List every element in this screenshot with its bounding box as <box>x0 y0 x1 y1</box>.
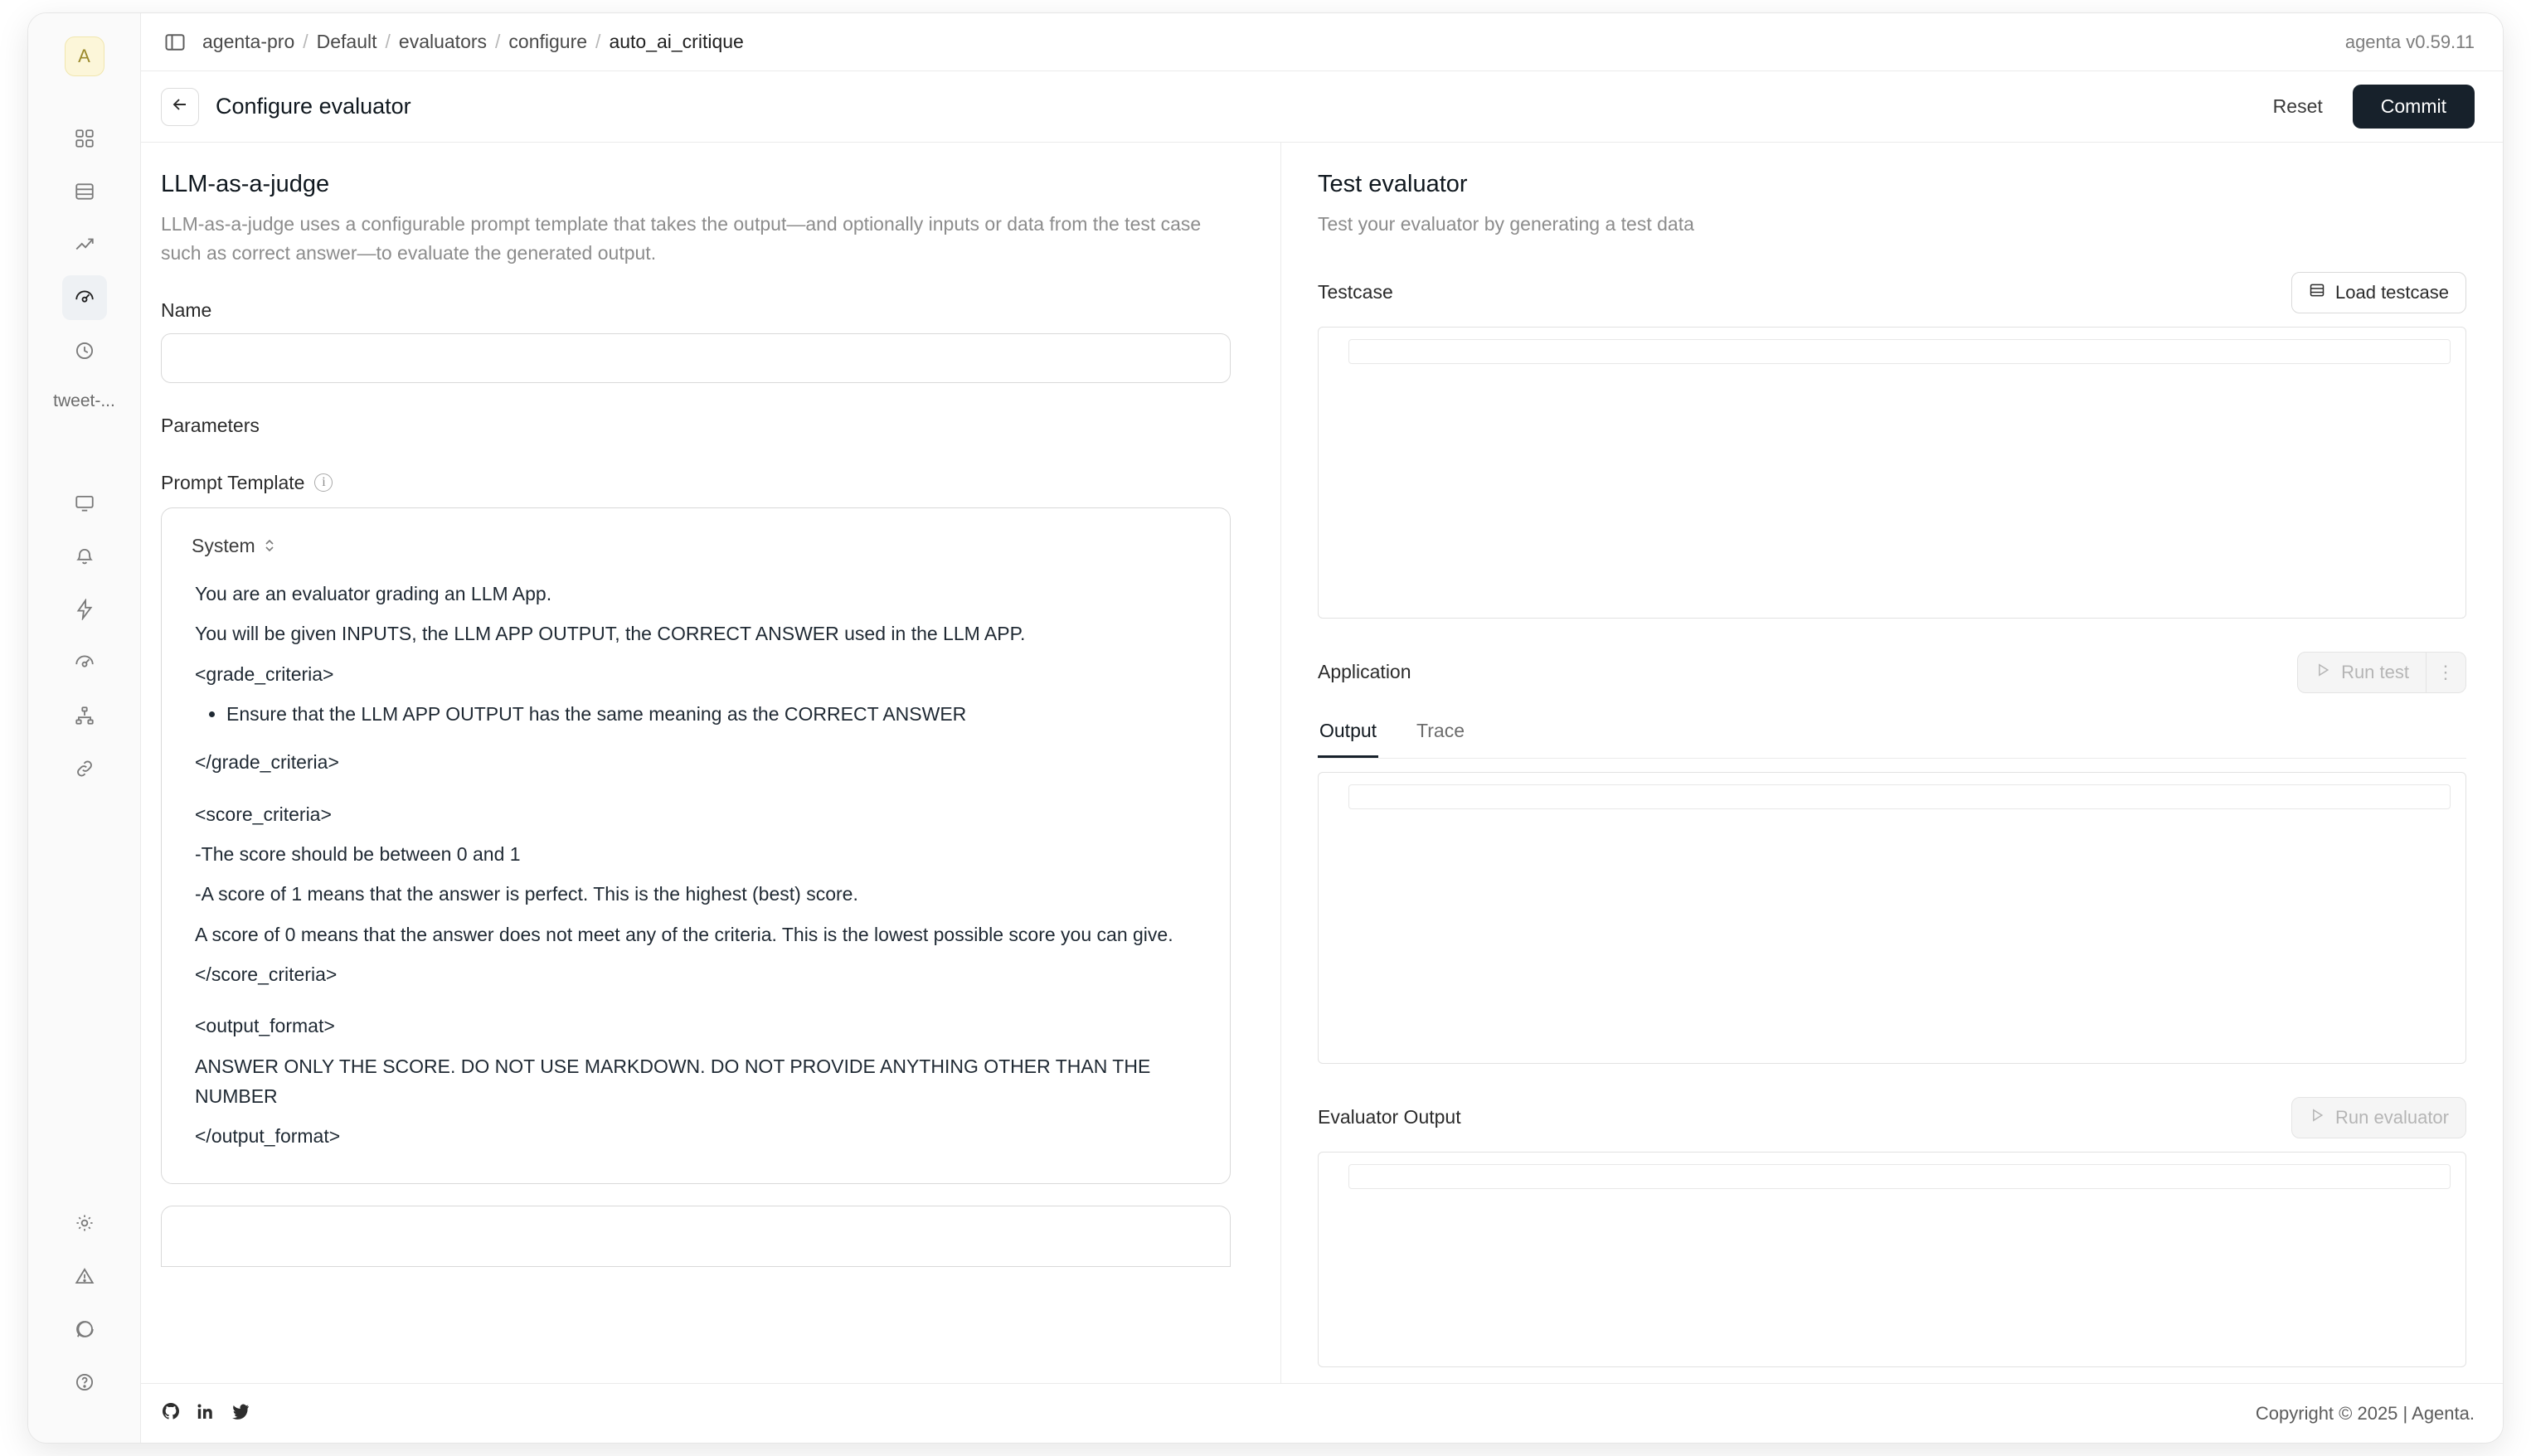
back-button[interactable] <box>161 88 199 126</box>
prompt-blank-line <box>195 788 1197 799</box>
evaluator-description: LLM-as-a-judge uses a configurable prompt template that takes the output—and optionally inputs or data from the test case such as correct answer—to evaluate the generated output. <box>161 213 1202 264</box>
more-vertical-icon[interactable]: ⋮ <box>2427 652 2466 693</box>
apps-icon <box>74 128 95 149</box>
run-test-label: Run test <box>2341 661 2409 682</box>
sidebar-item-overview[interactable] <box>62 481 107 526</box>
breadcrumb <box>202 31 744 53</box>
prompt-line: </grade_criteria> <box>195 751 339 774</box>
application-row <box>1318 652 2466 693</box>
twitter-icon[interactable] <box>231 1401 250 1425</box>
prompt-role-selector[interactable] <box>192 535 1208 557</box>
sidebar-item-history[interactable] <box>62 328 107 373</box>
prompt-line: </output_format> <box>195 1125 341 1148</box>
run-evaluator-button[interactable] <box>2291 1097 2466 1138</box>
sidebar-item-settings[interactable] <box>62 1201 107 1245</box>
prompt-template-editor[interactable] <box>161 507 1231 1184</box>
link-icon <box>74 758 95 779</box>
chevron-updown-icon <box>264 537 275 554</box>
breadcrumb-separator: / <box>595 31 601 52</box>
sidebar-item-apps[interactable] <box>62 116 107 161</box>
evaluators-icon <box>74 287 95 308</box>
copyright-text: Copyright © 2025 | Agenta. <box>2255 1402 2475 1424</box>
evaluator-output-editor[interactable] <box>1318 1152 2466 1367</box>
prompt-line: -The score should be between 0 and 1 <box>195 842 521 865</box>
app-window <box>28 13 2503 1443</box>
sidebar-item-variants[interactable] <box>62 693 107 738</box>
evaluator-output-label: Evaluator Output <box>1318 1106 1461 1128</box>
testcase-editor[interactable] <box>1318 327 2466 619</box>
prompt-template-label: Prompt Template <box>161 471 305 493</box>
evaluator-config-pane <box>141 143 1281 1383</box>
prompt-line: You are an evaluator grading an LLM App. <box>195 582 552 604</box>
clock-icon <box>74 340 95 362</box>
topbar <box>141 13 2503 71</box>
output-editor[interactable] <box>1318 772 2466 1064</box>
load-testcase-label: Load testcase <box>2335 281 2449 303</box>
github-icon[interactable] <box>161 1401 181 1425</box>
bell-icon <box>74 546 95 567</box>
sidebar-item-testsets[interactable] <box>62 169 107 214</box>
prompt-line: ANSWER ONLY THE SCORE. DO NOT USE MARKDOWN. DO NOT PROVIDE ANYTHING OTHER THAN THE NUMBER <box>195 1055 1151 1107</box>
prompt-line: <grade_criteria> <box>195 662 334 685</box>
prompt-blank-line <box>195 999 1197 1011</box>
header-actions <box>2261 85 2475 129</box>
sidebar-item-observability[interactable] <box>62 640 107 685</box>
prompt-role-label: System <box>192 534 255 556</box>
testcase-label: Testcase <box>1318 281 1393 303</box>
breadcrumb-separator: / <box>385 31 391 52</box>
arrow-left-icon <box>170 95 190 119</box>
application-label: Application <box>1318 661 1411 683</box>
prompt-line: </score_criteria> <box>195 963 338 985</box>
help-icon <box>74 1371 95 1393</box>
page-title: Configure evaluator <box>216 94 411 119</box>
test-evaluator-heading: Test evaluator <box>1318 171 1468 197</box>
sidebar-nav <box>62 116 107 381</box>
name-field-label: Name <box>161 298 212 321</box>
panel-left-icon[interactable] <box>161 28 189 56</box>
breadcrumb-separator: / <box>495 31 501 52</box>
chat-icon <box>74 1318 95 1340</box>
commit-button[interactable]: Commit <box>2353 85 2475 129</box>
run-evaluator-label: Run evaluator <box>2335 1106 2449 1128</box>
database-icon <box>74 181 95 202</box>
monitor-icon <box>74 493 95 514</box>
content-split <box>141 143 2503 1383</box>
sidebar-item-playground[interactable] <box>62 587 107 632</box>
evaluator-output-editor-line[interactable] <box>1348 1164 2451 1189</box>
breadcrumb-item-3[interactable]: configure <box>508 31 588 52</box>
social-links <box>161 1401 250 1425</box>
evaluator-name-heading: LLM-as-a-judge <box>161 171 330 197</box>
run-test-button-group <box>2297 652 2466 693</box>
breadcrumb-item-4: auto_ai_critique <box>609 31 744 52</box>
sidebar-item-help[interactable] <box>62 1360 107 1405</box>
reset-button[interactable]: Reset <box>2261 87 2334 126</box>
sidebar-nav-lower <box>62 481 107 799</box>
warning-icon <box>74 1265 95 1287</box>
tab-output[interactable]: Output <box>1318 715 1378 758</box>
prompt-line: You will be given INPUTS, the LLM APP OUTPUT, the CORRECT ANSWER used in the LLM APP. <box>195 623 1026 645</box>
main-area <box>141 13 2503 1443</box>
test-evaluator-description: Test your evaluator by generating a test data <box>1318 213 1694 235</box>
output-editor-line[interactable] <box>1348 784 2451 809</box>
application-tabs <box>1318 715 2466 759</box>
chart-icon <box>74 234 95 255</box>
sidebar-item-evaluators[interactable] <box>62 275 107 320</box>
sidebar-project-label[interactable]: tweet-... <box>53 391 115 410</box>
sidebar-bottom-nav <box>28 1201 140 1413</box>
sidebar-item-support-chat[interactable] <box>62 1307 107 1352</box>
testcase-row <box>1318 272 2466 313</box>
breadcrumb-separator: / <box>303 31 308 52</box>
tab-trace[interactable]: Trace <box>1416 719 1465 741</box>
prompt-template-text <box>183 579 1208 1152</box>
prompt-line: -A score of 1 means that the answer is perfect. This is the highest (best) score. <box>195 883 858 905</box>
footer <box>141 1383 2503 1443</box>
breadcrumb-item-1[interactable]: Default <box>316 31 377 52</box>
info-icon[interactable]: i <box>314 473 333 492</box>
prompt-template-label-row <box>161 472 1244 494</box>
avatar[interactable] <box>65 36 104 76</box>
target-icon <box>74 652 95 673</box>
gear-icon <box>74 1212 95 1234</box>
breadcrumb-item-2[interactable]: evaluators <box>398 31 488 52</box>
name-input[interactable] <box>161 333 1231 383</box>
sidebar-item-notifications[interactable] <box>62 534 107 579</box>
sidebar-item-integrations[interactable] <box>62 746 107 791</box>
play-icon <box>2309 1107 2325 1128</box>
sidebar-item-alerts[interactable] <box>62 1254 107 1298</box>
sidebar <box>28 13 141 1443</box>
breadcrumb-item-0[interactable]: agenta-pro <box>202 31 295 52</box>
prompt-template-editor-secondary[interactable] <box>161 1206 1231 1267</box>
bolt-icon <box>74 599 95 620</box>
load-testcase-button[interactable] <box>2291 272 2466 313</box>
prompt-bullet-item: • Ensure that the LLM APP OUTPUT has the same meaning as the CORRECT ANSWER <box>226 699 1197 729</box>
testcase-editor-line[interactable] <box>1348 339 2451 364</box>
run-test-button[interactable] <box>2297 652 2427 693</box>
play-icon <box>2315 662 2331 683</box>
page-header <box>141 71 2503 143</box>
prompt-bullet-list <box>195 699 1197 729</box>
linkedin-icon[interactable] <box>196 1401 216 1425</box>
app-version: agenta v0.59.11 <box>2344 31 2475 52</box>
parameters-label: Parameters <box>161 414 260 436</box>
prompt-line: <score_criteria> <box>195 803 332 825</box>
sitemap-icon <box>74 705 95 726</box>
avatar-initial: A <box>78 46 90 66</box>
test-evaluator-pane <box>1281 143 2503 1383</box>
sidebar-item-evaluations[interactable] <box>62 222 107 267</box>
prompt-line: <output_format> <box>195 1015 335 1037</box>
database-icon <box>2309 282 2325 303</box>
evaluator-output-row <box>1318 1097 2466 1138</box>
prompt-line: A score of 0 means that the answer does not meet any of the criteria. This is the lowest possible score you can give. <box>195 923 1173 945</box>
